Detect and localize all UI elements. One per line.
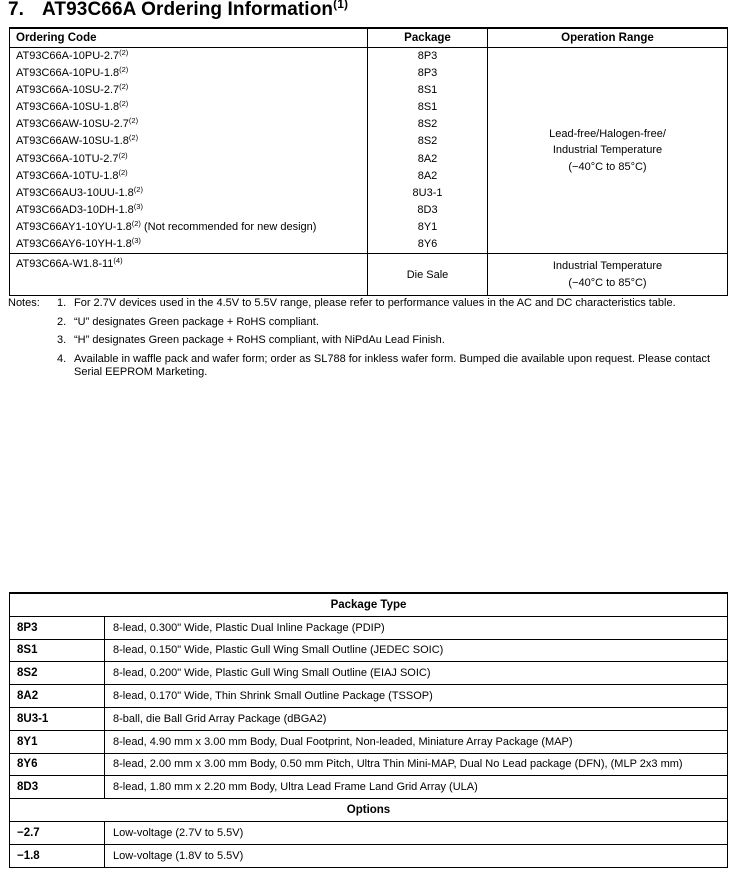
options-header: Options [10,799,728,822]
ordering-code: AT93C66A-10TU-2.7$^{(2)}$ [16,150,128,165]
package-code: 8Y6 [417,238,438,251]
ordering-code: AT93C66A-10SU-2.7$^{(2)}$ [16,82,129,97]
header-package: Package [368,28,488,48]
note-index: 1. [57,297,67,309]
ordering-code: AT93C66AY6-10YH-1.8$^{(3)}$ [16,236,141,251]
package-row [10,776,728,799]
note-item [8,353,735,380]
package-description: 8-lead, 4.90 mm x 3.00 mm Body, Dual Footprint, Non-leaded, Miniature Array Package (MAP) [105,730,728,753]
ordering-codes-cell [10,48,368,254]
option-description: Low-voltage (1.8V to 5.5V) [105,844,728,867]
package-row [10,662,728,685]
package-code: 8Y6 [10,753,105,776]
package-code: 8U3-1 [412,186,443,199]
ordering-code: AT93C66AW-10SU-2.7$^{(2)}$ [16,116,139,131]
ordering-code: AT93C66A-10PU-2.7$^{(2)}$ [16,48,129,62]
note-item [8,334,735,348]
package-code: 8D3 [417,203,438,216]
package-description: 8-lead, 0.170" Wide, Thin Shrink Small Outline Package (TSSOP) [105,685,728,708]
ordering-code: AT93C66AW-10SU-1.8$^{(2)}$ [16,133,139,148]
package-code: 8Y1 [10,730,105,753]
header-operation-range: Operation Range [488,28,728,48]
package-code: 8U3-1 [10,707,105,730]
package-code: 8Y1 [417,220,438,233]
package-description: 8-lead, 0.150" Wide, Plastic Gull Wing Small Outline (JEDEC SOIC) [105,639,728,662]
ordering-code: AT93C66AU3-10UU-1.8$^{(2)}$ [16,184,143,199]
package-row [10,707,728,730]
package-row [10,685,728,708]
ordering-group-die-sale [10,254,728,296]
package-description: 8-ball, die Ball Grid Array Package (dBGA2) [105,707,728,730]
package-description: 8-lead, 0.200" Wide, Plastic Gull Wing Small Outline (EIAJ SOIC) [105,662,728,685]
package-code: 8A2 [10,685,105,708]
package-code: 8S2 [417,118,438,131]
note-text: Available in waffle pack and wafer form; order as SL788 for inkless wafer form. Bumped die available upon request. Please contact Serial EEPROM Marketing. [74,352,711,378]
operation-range-cell [488,48,728,254]
option-code: −1.8 [10,844,105,867]
package-code: 8S2 [10,662,105,685]
package-row [10,730,728,753]
ordering-group-lead-free [10,48,728,254]
package-row [10,753,728,776]
operation-range-line: (−40°C to 85°C) [568,276,647,289]
package-code: 8S2 [417,135,438,148]
note-text: “U” designates Green package + RoHS compliant. [74,315,319,328]
package-code: 8S1 [417,84,438,97]
operation-range-line: Lead-free/Halogen-free/ [549,127,666,140]
package-code: 8P3 [10,616,105,639]
package-code: 8D3 [10,776,105,799]
header-ordering-code: Ordering Code [10,28,368,48]
package-type-table [9,592,728,868]
operation-range-cell [488,254,728,296]
option-description: Low-voltage (2.7V to 5.5V) [105,821,728,844]
package-row [10,616,728,639]
package-type-header: Package Type [10,593,728,616]
package-codes-cell [368,48,488,254]
ordering-code: AT93C66AD3-10DH-1.8$^{(3)}$ [16,201,143,216]
notes-section [8,297,735,385]
ordering-code: AT93C66A-10PU-1.8$^{(2)}$ [16,65,129,80]
note-index: 2. [57,315,67,328]
package-description: 8-lead, 1.80 mm x 2.20 mm Body, Ultra Lead Frame Land Grid Array (ULA) [105,776,728,799]
note-item [8,316,735,330]
options-header-row [10,799,728,822]
ordering-code: AT93C66AY1-10YU-1.8$^{(2)}$ (Not recommended for new design) [16,218,317,233]
package-code: 8A2 [417,152,438,165]
option-row [10,844,728,867]
package-description: 8-lead, 2.00 mm x 3.00 mm Body, 0.50 mm Pitch, Ultra Thin Mini-MAP, Dual No Lead package (DFN), (MLP 2x3 mm) [105,753,728,776]
package-code: Die Sale [368,254,488,296]
note-item [8,297,735,311]
option-row [10,821,728,844]
notes-label: Notes: [8,297,40,309]
ordering-code: AT93C66A-10TU-1.8$^{(2)}$ [16,167,128,182]
ordering-code: AT93C66A-10SU-1.8$^{(2)}$ [16,99,129,114]
note-text: For 2.7V devices used in the 4.5V to 5.5V range, please refer to performance values in the AC and DC characteristics table. [74,297,676,309]
option-code: −2.7 [10,821,105,844]
operation-range-line: (−40°C to 85°C) [568,160,647,173]
section-title-text: AT93C66A Ordering Information [42,0,334,20]
operation-range-line: Industrial Temperature [552,260,663,273]
ordering-table [9,27,728,296]
package-type-header-row [10,593,728,616]
title-note-ref: (1) [333,0,349,11]
section-title [8,0,348,21]
package-description: 8-lead, 0.300" Wide, Plastic Dual Inline Package (PDIP) [105,616,728,639]
ordering-table-header [10,28,728,48]
package-code: 8P3 [417,67,438,80]
note-index: 3. [57,334,67,346]
section-number: 7. [8,0,25,20]
note-index: 4. [57,352,67,365]
package-code: 8P3 [417,50,438,62]
package-code: 8S1 [417,101,438,114]
package-code: 8A2 [417,169,438,182]
ordering-code-remark: (Not recommended for new design) [140,220,317,233]
note-text: “H” designates Green package + RoHS compliant, with NiPdAu Lead Finish. [74,334,445,346]
package-code: 8S1 [10,639,105,662]
ordering-code: AT93C66A-W1.8-11$^{(4)}$ [10,254,368,296]
package-row [10,639,728,662]
operation-range-line: Industrial Temperature [552,144,663,157]
